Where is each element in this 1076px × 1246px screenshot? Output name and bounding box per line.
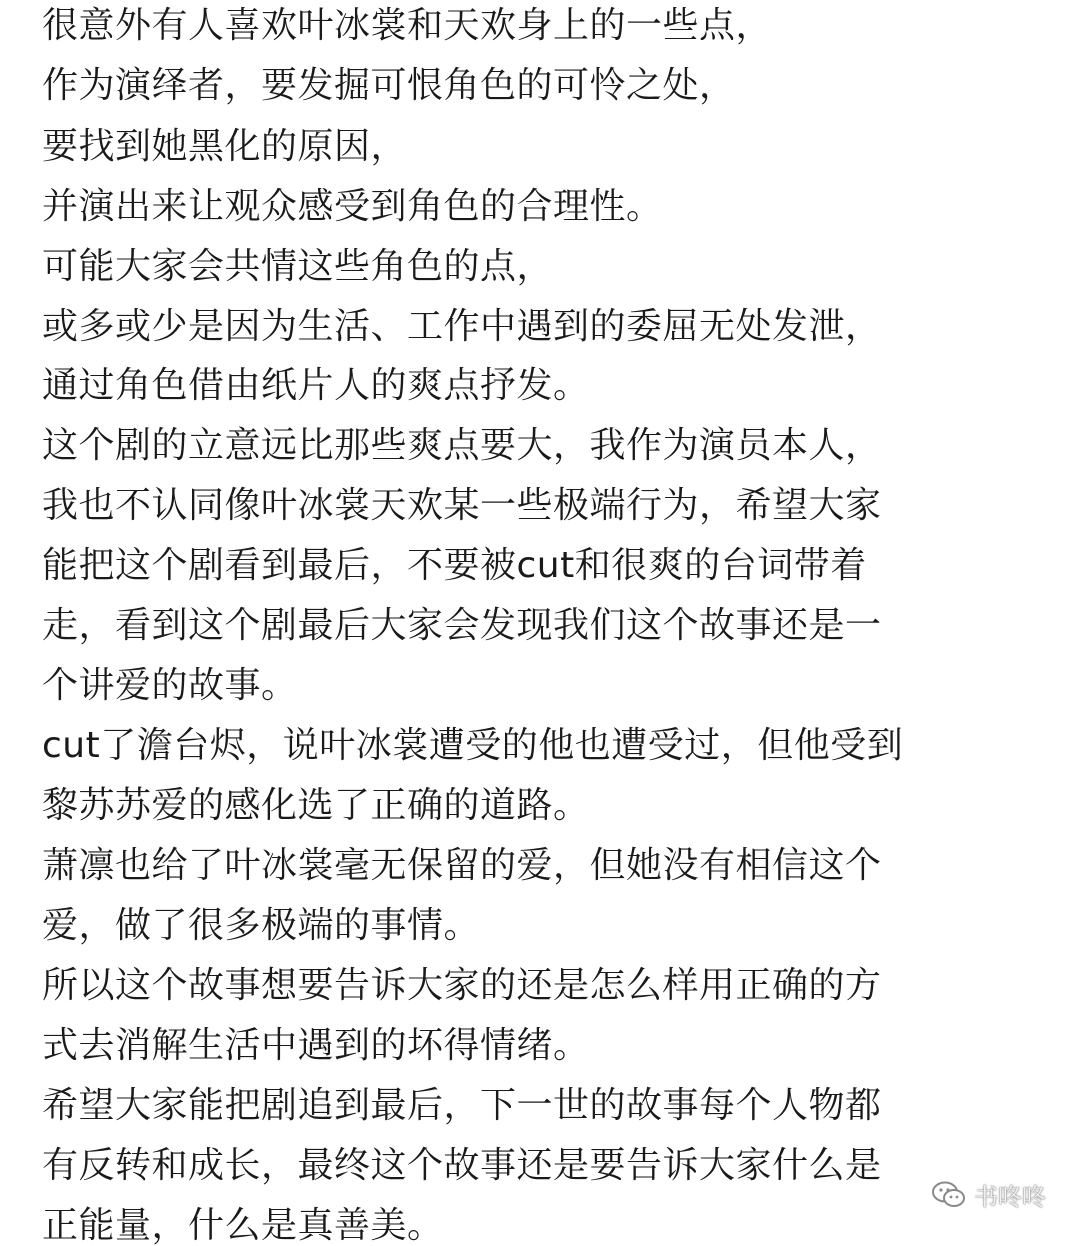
text-line: 走，看到这个剧最后大家会发现我们这个故事还是一 <box>42 605 882 646</box>
text-line: 我也不认同像叶冰裳天欢某一些极端行为，希望大家 <box>42 485 882 526</box>
text-line: cut了澹台烬，说叶冰裳遭受的他也遭受过，但他受到 <box>42 725 904 766</box>
text-line: 萧凛也给了叶冰裳毫无保留的爱，但她没有相信这个 <box>42 845 882 886</box>
text-line: 通过角色借由纸片人的爽点抒发。 <box>42 365 590 406</box>
text-line: 可能大家会共情这些角色的点， <box>42 246 554 287</box>
text-line: 所以这个故事想要告诉大家的还是怎么样用正确的方 <box>42 965 882 1006</box>
text-line: 或多或少是因为生活、工作中遇到的委屈无处发泄， <box>42 306 882 347</box>
text-line: 正能量，什么是真善美。 <box>42 1205 444 1246</box>
text-line: 黎苏苏爱的感化选了正确的道路。 <box>42 785 590 826</box>
watermark <box>932 1177 1046 1212</box>
text-line: 爱，做了很多极端的事情。 <box>42 905 481 946</box>
wechat-icon <box>932 1181 966 1209</box>
text-line: 要找到她黑化的原因， <box>42 126 408 167</box>
text-line: 式去消解生活中遇到的坏得情绪。 <box>42 1025 590 1066</box>
text-line: 个讲爱的故事。 <box>42 665 298 706</box>
text-line: 能把这个剧看到最后，不要被cut和很爽的台词带着 <box>42 545 867 586</box>
text-line: 并演出来让观众感受到角色的合理性。 <box>42 186 663 227</box>
text-line: 这个剧的立意远比那些爽点要大，我作为演员本人， <box>42 425 882 466</box>
text-line: 希望大家能把剧追到最后，下一世的故事每个人物都 <box>42 1085 882 1126</box>
text-line: 有反转和成长，最终这个故事还是要告诉大家什么是 <box>42 1145 882 1186</box>
watermark-text: 书咚咚 <box>974 1183 1046 1211</box>
text-line: 很意外有人喜欢叶冰裳和天欢身上的一些点， <box>42 5 773 46</box>
text-line: 作为演绎者，要发掘可恨角色的可怜之处， <box>42 65 736 106</box>
